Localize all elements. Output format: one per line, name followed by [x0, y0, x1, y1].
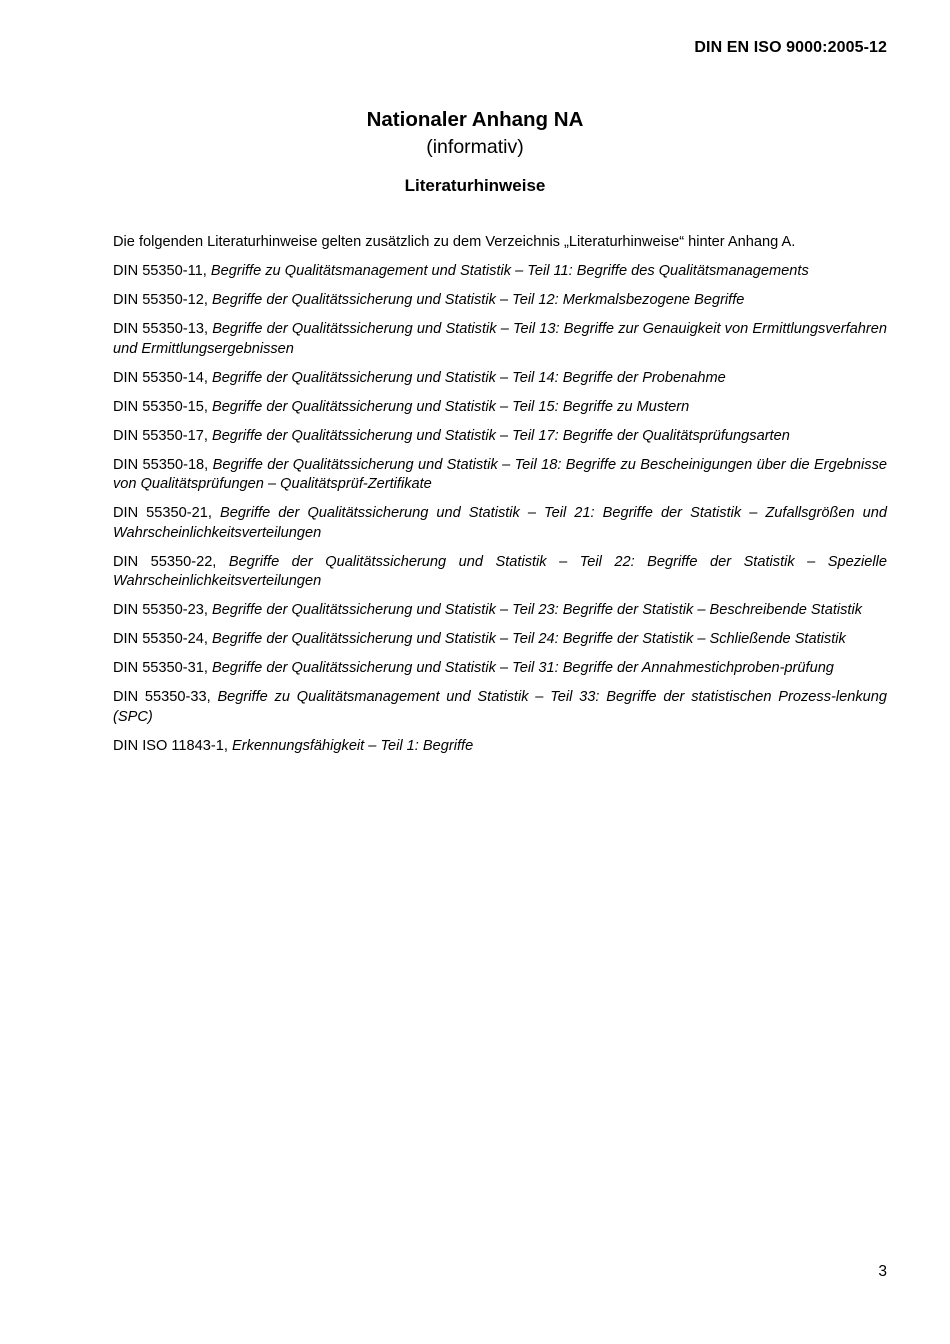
reference-title: Begriffe der Qualitätssicherung und Statistik – Teil 12: Merkmalsbezogene Begriffe	[211, 292, 745, 308]
reference-item	[113, 427, 887, 447]
reference-title: Begriffe der Qualitätssicherung und Statistik – Teil 22: Begriffe der Statistik – Spezielle Wahrscheinlichkeitsverteilungen	[113, 553, 888, 589]
reference-title: Begriffe der Qualitätssicherung und Statistik – Teil 18: Begriffe zu Bescheinigungen über die Ergebnisse von Qualitätsprüfungen – Qualitätsprüf-Zertifikate	[113, 456, 887, 492]
reference-title: Begriffe der Qualitätssicherung und Statistik – Teil 31: Begriffe der Annahmestichproben-prüfung	[211, 660, 834, 676]
reference-item	[113, 262, 887, 282]
reference-title: Begriffe der Qualitätssicherung und Statistik – Teil 13: Begriffe zur Genauigkeit von Ermittlungsverfahren und Ermittlungsergebnissen	[113, 321, 888, 357]
reference-number: DIN 55350-21,	[113, 505, 212, 521]
reference-item	[113, 398, 887, 418]
reference-title: Begriffe der Qualitätssicherung und Statistik – Teil 14: Begriffe der Probenahme	[211, 369, 726, 386]
reference-number: DIN 55350-12,	[113, 292, 208, 308]
reference-title: Begriffe der Qualitätssicherung und Statistik – Teil 21: Begriffe der Statistik – Zufallsgrößen und Wahrscheinlichkeitsverteilungen	[113, 505, 887, 541]
reference-title: Begriffe der Qualitätssicherung und Statistik – Teil 15: Begriffe zu Mustern	[211, 398, 690, 415]
reference-item	[113, 659, 887, 679]
reference-item	[113, 553, 887, 592]
reference-number: DIN 55350-23,	[113, 602, 208, 618]
reference-item	[113, 504, 887, 543]
reference-item	[113, 688, 887, 727]
page-number: 3	[878, 1263, 887, 1280]
reference-number: DIN 55350-14,	[113, 369, 208, 386]
reference-item	[113, 369, 887, 389]
reference-item	[113, 737, 887, 757]
reference-item	[113, 456, 887, 495]
reference-number: DIN 55350-11,	[113, 263, 207, 279]
reference-item	[113, 630, 887, 650]
reference-number: DIN 55350-24,	[113, 631, 208, 647]
reference-number: DIN 55350-17,	[113, 427, 208, 444]
reference-number: DIN 55350-22,	[113, 553, 217, 570]
reference-number: DIN 55350-13,	[113, 321, 209, 337]
reference-title: Begriffe zu Qualitätsmanagement und Statistik – Teil 11: Begriffe des Qualitätsmanagements	[210, 263, 809, 279]
reference-item	[113, 291, 887, 311]
document-id: DIN EN ISO 9000:2005-12	[694, 39, 887, 56]
annex-subtitle: (informativ)	[426, 136, 524, 158]
reference-title: Begriffe zu Qualitätsmanagement und Statistik – Teil 33: Begriffe der statistischen Prozess-lenkung (SPC)	[113, 689, 887, 725]
reference-item	[113, 601, 887, 621]
reference-title: Begriffe der Qualitätssicherung und Statistik – Teil 17: Begriffe der Qualitätsprüfungsarten	[211, 427, 790, 444]
reference-title: Erkennungsfähigkeit – Teil 1: Begriffe	[231, 737, 474, 754]
bibliography	[113, 233, 887, 766]
reference-item	[113, 320, 887, 359]
annex-title: Nationaler Anhang NA	[366, 108, 584, 131]
reference-number: DIN 55350-18,	[113, 456, 209, 473]
reference-title: Begriffe der Qualitätssicherung und Statistik – Teil 23: Begriffe der Statistik – Beschreibende Statistik	[211, 602, 863, 618]
reference-number: DIN 55350-15,	[113, 398, 208, 415]
section-title: Literaturhinweise	[404, 176, 546, 195]
reference-number: DIN ISO 11843-1,	[113, 737, 228, 754]
reference-number: DIN 55350-33,	[113, 689, 211, 705]
reference-number: DIN 55350-31,	[113, 660, 208, 676]
reference-title: Begriffe der Qualitätssicherung und Statistik – Teil 24: Begriffe der Statistik – Schließende Statistik	[211, 631, 846, 647]
intro-text: Die folgenden Literaturhinweise gelten zusätzlich zu dem Verzeichnis „Literaturhinweise“ hinter Anhang A.	[113, 234, 796, 250]
annex-heading	[0, 106, 950, 197]
